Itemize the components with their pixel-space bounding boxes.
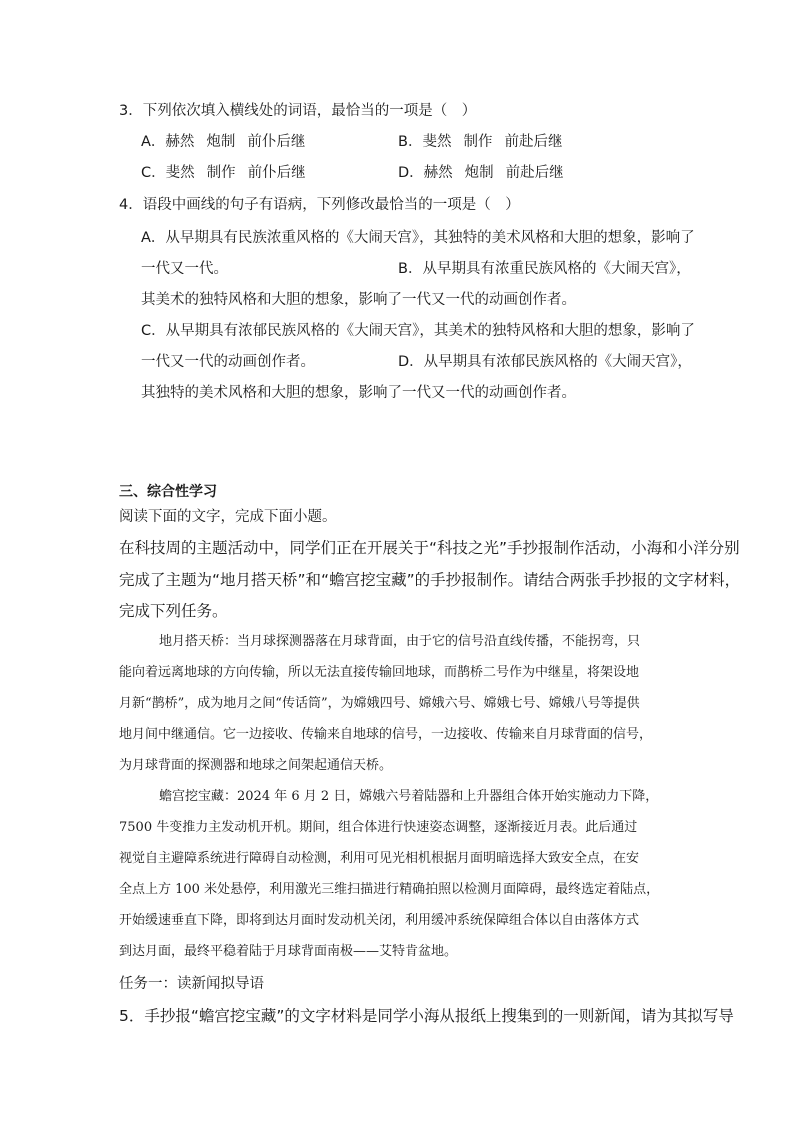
material-2-line-3: 视觉自主避障系统进行障碍自动检测，利用可见光相机根据月面明暗选择大致安全点，在安 (119, 851, 640, 866)
material-1-line-1: 地月搭天桥：当月球探测器落在月球背面，由于它的信号沿直线传播，不能拐弯，只 (159, 634, 641, 649)
task-1-heading: 任务一：读新闻拟导语 (119, 976, 264, 992)
section-instruction: 阅读下面的文字，完成下面小题。 (119, 509, 337, 525)
q4-option-a-line2: 一代又一代。 (141, 261, 228, 277)
q3-option-a: A．赫然 炮制 前仆后继 (141, 134, 306, 150)
q4-option-b-line2: 其美术的独特风格和大胆的想象，影响了一代又一代的动画创作者。 (141, 292, 576, 308)
q4-option-d-line2: 其独特的美术风格和大胆的想象，影响了一代又一代的动画创作者。 (141, 385, 576, 401)
intro-line-3: 完成下列任务。 (119, 602, 228, 620)
material-1-line-4: 地月间中继通信。它一边接收、传输来自地球的信号，一边接收、传输来自月球背面的信号， (119, 727, 653, 742)
material-1-line-2: 能向着远离地球的方向传输，所以无法直接传输回地球，而鹊桥二号作为中继星，将架设地 (119, 665, 640, 680)
material-1-line-5: 为月球背面的探测器和地球之间架起通信天桥。 (119, 758, 393, 773)
intro-line-2: 完成了主题为“地月搭天桥”和“蟾宫挖宝藏”的手抄报制作。请结合两张手抄报的文字材料， (119, 571, 741, 589)
q4-option-a-line1: A．从早期具有民族浓重风格的《大闹天宫》，其独特的美术风格和大胆的想象，影响了 (141, 230, 695, 246)
question-3-stem: 3．下列依次填入横线处的词语，最恰当的一项是（ ） (119, 103, 477, 119)
material-2-line-4: 全点上方 100 米处悬停，利用激光三维扫描进行精确拍照以检测月面障碍，最终选定着陆点， (119, 882, 660, 897)
question-4-stem: 4．语段中画线的句子有语病，下列修改最恰当的一项是（ ） (119, 197, 520, 213)
material-1-line-3: 月新“鹊桥”，成为地月之间“传话筒”，为嫦娥四号、嫦娥六号、嫦娥七号、嫦娥八号等提供 (119, 696, 640, 711)
material-2-line-1: 蟾宫挖宝藏：2024 年 6 月 2 日，嫦娥六号着陆器和上升器组合体开始实施动力下降， (159, 789, 659, 804)
q4-option-c-line1: C．从早期具有浓郁民族风格的《大闹天宫》，其美术的独特风格和大胆的想象，影响了 (141, 323, 695, 339)
q4-option-b-line1: B．从早期具有浓重民族风格的《大闹天宫》， (398, 261, 691, 277)
question-5-stem: 5．手抄报“蟾宫挖宝藏”的文字材料是同学小海从报纸上搜集到的一则新闻，请为其拟写导 (119, 1007, 734, 1025)
q3-option-b: B．斐然 制作 前赴后继 (398, 134, 563, 150)
q4-option-c-line2: 一代又一代的动画创作者。 (141, 354, 315, 370)
section-heading: 三、综合性学习 (119, 484, 217, 500)
q4-option-d-line1: D．从早期具有浓郁民族风格的《大闹天宫》， (398, 354, 692, 370)
q3-option-d: D．赫然 炮制 前赴后继 (398, 165, 564, 181)
material-2-line-2: 7500 牛变推力主发动机开机。期间，组合体进行快速姿态调整，逐渐接近月表。此后通过 (119, 820, 638, 835)
intro-line-1: 在科技周的主题活动中，同学们正在开展关于“科技之光”手抄报制作活动，小海和小洋分别 (119, 539, 740, 557)
material-2-line-6: 到达月面，最终平稳着陆于月球背面南极——艾特肯盆地。 (119, 944, 458, 959)
q3-option-c: C．斐然 制作 前仆后继 (141, 165, 306, 181)
material-2-line-5: 开始缓速垂直下降，即将到达月面时发动机关闭，利用缓冲系统保障组合体以自由落体方式 (119, 913, 640, 928)
